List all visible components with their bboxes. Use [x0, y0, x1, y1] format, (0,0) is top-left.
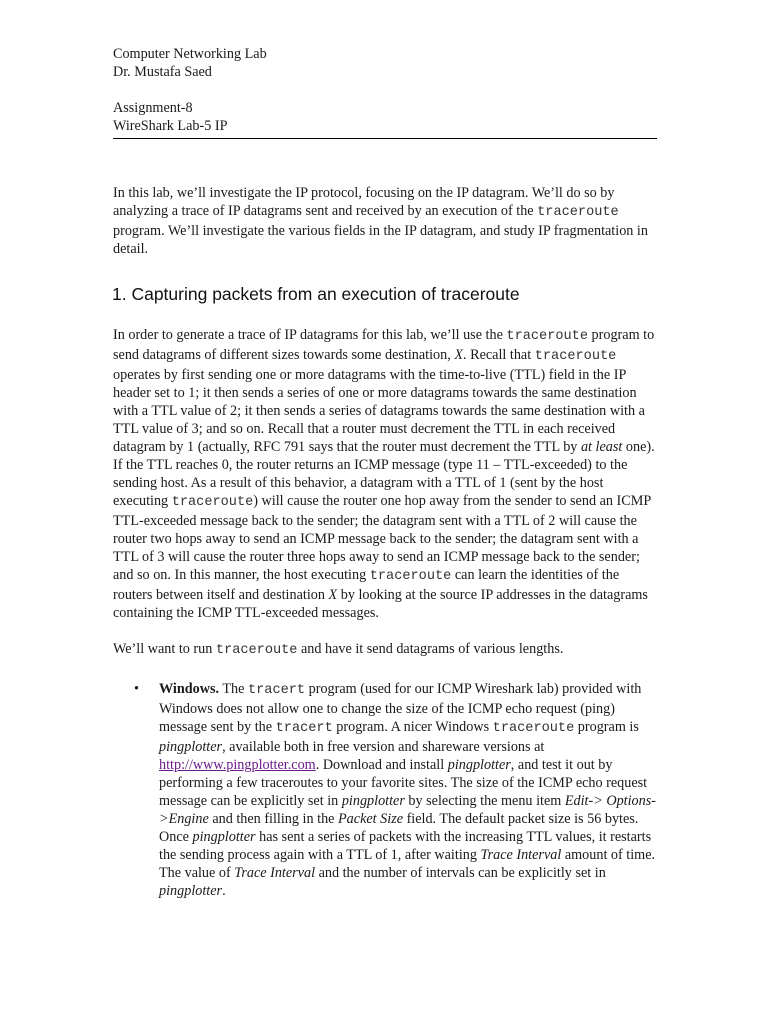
emphasis-text: pingplotter	[159, 883, 223, 899]
bullet-label: Windows.	[159, 681, 220, 697]
emphasis-text: Packet Size	[338, 811, 404, 827]
body-text: program to send datagrams of different sizes towards some destination,	[113, 327, 655, 363]
traceroute-explanation-paragraph	[113, 326, 657, 622]
emphasis-text: pingplotter	[341, 793, 405, 809]
body-text: ) will cause the router one hop away from the sender to send an ICMP TTL-exceeded message back to the sender; the datagram sent with a TTL of 2 will cause the router two hops away to send an ICMP message back to the sender; the datagram sent with a TTL of 3 will cause the router three hops away to send an ICMP message back to the sender; and so on. In this manner, the host executing	[113, 493, 651, 583]
intro-paragraph	[113, 184, 657, 258]
body-text: In order to generate a trace of IP datagrams for this lab, we’ll use the	[113, 327, 507, 343]
body-text: one). If the TTL reaches 0, the router returns an ICMP message (type 11 – TTL-exceeded) to the sending host. As a result of this behavior, a datagram with a TTL of 1 (sent by the host executing	[113, 439, 655, 509]
code-tracert: tracert	[247, 683, 306, 698]
body-text: , and test it out by performing a few traceroutes to your favorite sites. The size of the ICMP echo request message can be explicitly set in	[159, 757, 648, 809]
code-traceroute: traceroute	[215, 643, 298, 658]
code-traceroute: traceroute	[369, 569, 452, 584]
body-text: We’ll want to run	[113, 641, 216, 657]
body-text: , available both in free version and shareware versions at	[222, 739, 545, 755]
emphasis-text: at least	[580, 439, 623, 455]
body-text: program. A nicer Windows	[332, 719, 493, 735]
header-divider	[113, 138, 657, 139]
instructor-name: Dr. Mustafa Saed	[113, 64, 212, 80]
emphasis-text: Trace Interval	[234, 865, 316, 881]
body-text: . Download and install	[315, 757, 448, 773]
assignment-header	[113, 99, 657, 135]
code-traceroute: traceroute	[537, 205, 619, 220]
assignment-number: Assignment-8	[113, 100, 193, 116]
body-text: program (used for our ICMP Wireshark lab) provided with Windows does not allow one to change the size of the ICMP echo request (ping) message sent by the	[159, 681, 642, 735]
body-text: by looking at the source IP addresses in the datagrams containing the ICMP TTL-exceeded messages.	[113, 587, 648, 621]
body-text: program is	[574, 719, 639, 735]
body-text: and have it send datagrams of various lengths.	[297, 641, 564, 657]
platform-list	[113, 680, 657, 900]
menu-path-text: Edit-> Options->Engine	[159, 793, 656, 827]
code-traceroute: traceroute	[534, 349, 617, 364]
emphasis-text: pingplotter	[447, 757, 511, 773]
code-tracert: tracert	[275, 721, 333, 736]
body-text: and the number of intervals can be explicitly set in	[315, 865, 606, 881]
body-text: by selecting the menu item	[404, 793, 565, 809]
body-text: field. The default packet size is 56 bytes. Once	[159, 811, 639, 845]
body-text: . Recall that	[463, 347, 535, 363]
emphasis-text: pingplotter	[159, 739, 223, 755]
body-text: The	[219, 681, 248, 697]
intro-text: In this lab, we’ll investigate the IP protocol, focusing on the IP datagram. We’ll do so by analyzing a trace of IP datagrams sent and received by an execution of the	[113, 185, 615, 219]
code-traceroute: traceroute	[171, 495, 254, 510]
body-text: can learn the identities of the routers between itself and destination	[113, 567, 620, 603]
body-text: operates by first sending one or more datagrams with the time-to-live (TTL) field in the IP header set to 1; it then sends a series of one or more datagrams towards the same destination with a TTL value of 2; it then sends a series of datagrams towards the same destination with a TTL value of 3; and so on. Recall that a router must decrement the TTL in each received datagram by 1 (actually, RFC 791 says that the router must decrement the TTL by	[113, 367, 645, 455]
body-text: has sent a series of packets with the increasing TTL values, it restarts the sending process again with a TTL of 1, after waiting	[159, 829, 652, 863]
course-name: Computer Networking Lab	[113, 46, 267, 62]
emphasis-text: pingplotter	[192, 829, 256, 845]
bullet-icon: •	[134, 681, 139, 697]
code-traceroute: traceroute	[506, 329, 588, 344]
list-item-windows	[113, 680, 657, 900]
body-text: and then filling in the	[208, 811, 339, 827]
emphasis-text: Trace Interval	[480, 847, 562, 863]
course-header	[113, 45, 657, 81]
code-traceroute: traceroute	[492, 721, 575, 736]
run-traceroute-paragraph	[113, 640, 657, 660]
destination-variable: X	[328, 587, 338, 603]
intro-text: program. We’ll investigate the various fields in the IP datagram, and study IP fragmentation in detail.	[113, 223, 648, 257]
body-text: .	[222, 883, 226, 899]
section-heading: 1. Capturing packets from an execution of traceroute	[112, 284, 520, 304]
document-page	[113, 45, 657, 900]
destination-variable: X	[454, 347, 464, 363]
lab-title: WireShark Lab-5 IP	[113, 118, 228, 134]
body-text: amount of time. The value of	[159, 847, 656, 881]
pingplotter-link[interactable]: http://www.pingplotter.com	[159, 757, 316, 773]
